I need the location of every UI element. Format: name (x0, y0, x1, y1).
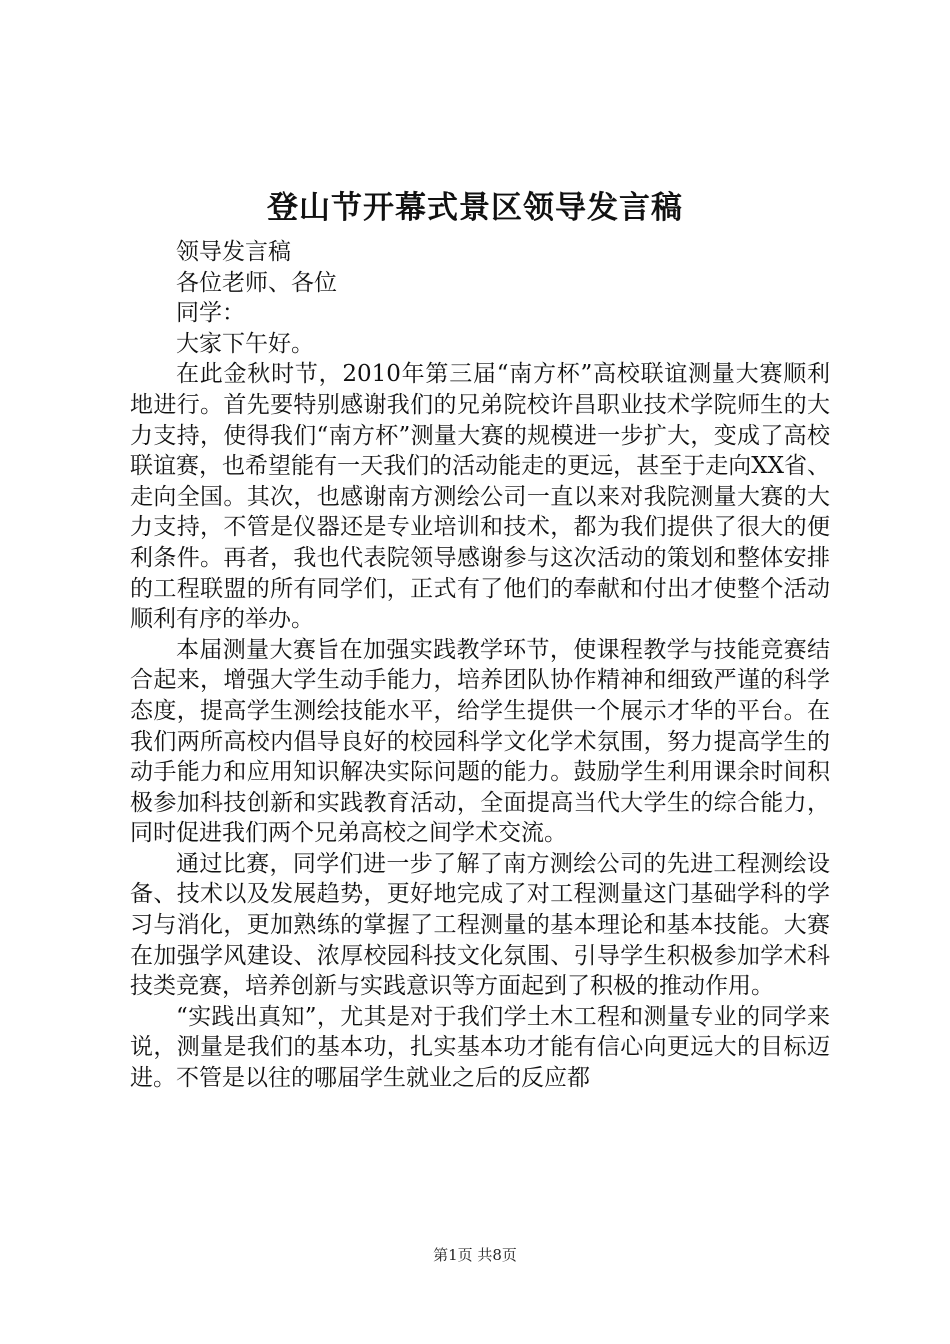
paragraph: “实践出真知”，尤其是对于我们学土木工程和测量专业的同学来说，测量是我们的基本功，扎实基本功才能有信心向更远大的目标迈进。不管是以往的哪届学生就业之后的反应都 (130, 1003, 830, 1092)
paragraph: 在此金秋时节，2010年第三届“南方杯”高校联谊测量大赛顺利地进行。首先要特别感谢我们的兄弟院校许昌职业技术学院师生的大力支持，使得我们“南方杯”测量大赛的规模进一步扩大，变成了高校联谊赛，也希望能有一天我们的活动能走的更远，甚至于走向XX省、走向全国。其次，也感谢南方测绘公司一直以来对我院测量大赛的大力支持，不管是仪器还是专业培训和技术，都为我们提供了很大的便利条件。再者，我也代表院领导感谢参与这次活动的策划和整体安排的工程联盟的所有同学们，正式有了他们的奉献和付出才使整个活动顺利有序的举办。 (130, 361, 830, 633)
document-title: 登山节开幕式景区领导发言稿 (267, 190, 683, 226)
paragraph: 各位老师、各位 (176, 269, 337, 296)
paragraph: 同学： (176, 300, 245, 327)
paragraph: 本届测量大赛旨在加强实践教学环节，使课程教学与技能竞赛结合起来，增强大学生动手能力，培养团队协作精神和细致严谨的科学态度，提高学生测绘技能水平，给学生提供一个展示才华的平台。在我们两所高校内倡导良好的校园科学文化学术氛围，努力提高学生的动手能力和应用知识解决实际问题的能力。鼓励学生利用课余时间积极参加科技创新和实践教育活动，全面提高当代大学生的综合能力，同时促进我们两个兄弟高校之间学术交流。 (130, 636, 830, 847)
page-footer: 第1页 共8页 (433, 1246, 517, 1264)
paragraph: 领导发言稿 (176, 239, 291, 265)
paragraph: 通过比赛，同学们进一步了解了南方测绘公司的先进工程测绘设备、技术以及发展趋势，更好地完成了对工程测量这门基础学科的学习与消化，更加熟练的掌握了工程测量的基本理论和基本技能。大赛在加强学风建设、浓厚校园科技文化氛围、引导学生积极参加学术科技类竞赛，培养创新与实践意识等方面起到了积极的推动作用。 (130, 850, 830, 1000)
paragraph: 大家下午好。 (176, 330, 314, 357)
document-body (130, 237, 830, 1094)
